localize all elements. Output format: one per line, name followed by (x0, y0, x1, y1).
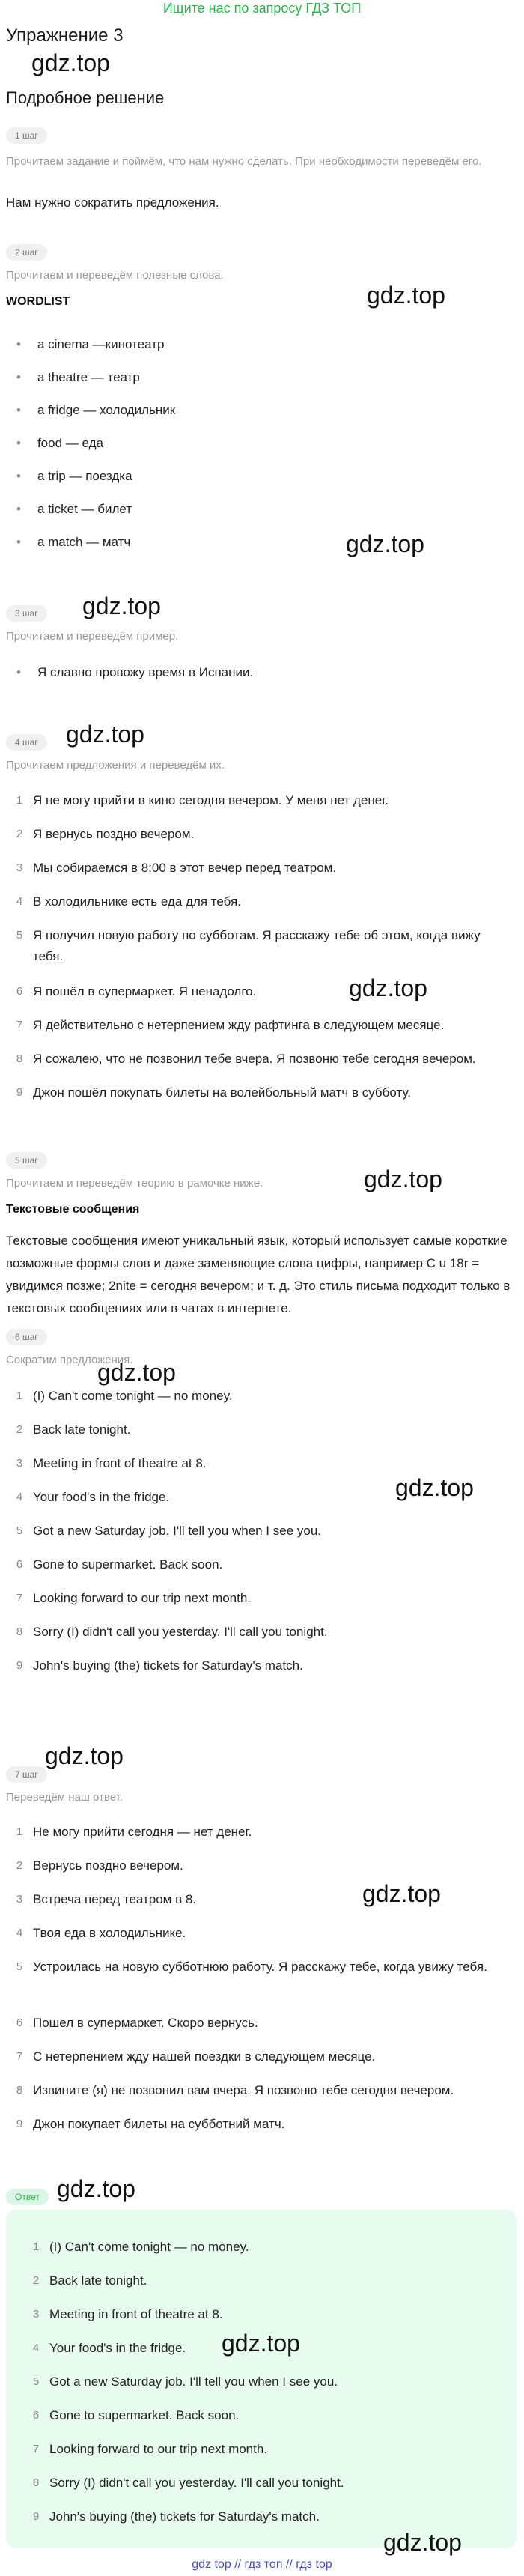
section-title: Подробное решение (6, 88, 165, 107)
watermark: gdz.top (364, 1166, 442, 1192)
wordlist-item: • a trip — поездка (16, 466, 132, 487)
watermark: gdz.top (367, 282, 445, 309)
watermark: gdz.top (82, 593, 161, 619)
step-hint: Прочитаем и переведём теорию в рамочке ниже. (6, 1177, 263, 1189)
wordlist-item: • a theatre — театр (16, 367, 140, 388)
watermark: gdz.top (66, 721, 144, 748)
watermark: gdz.top (45, 1742, 124, 1769)
list-item: 4 Твоя еда в холодильнике. (16, 1926, 186, 1940)
list-item: 9 Джон покупает билеты на субботний матч. (16, 2117, 285, 2131)
step-hint: Переведём наш ответ. (6, 1791, 123, 1804)
list-item: 3 Встреча перед театром в 8. (16, 1892, 197, 1906)
list-item: 5 Got a new Saturday job. I'll tell you when I see you. (16, 1524, 322, 1538)
list-item: 8 Sorry (I) didn't call you yesterday. I'll call you tonight. (16, 1625, 328, 1639)
step-badge: 2 шаг (6, 244, 47, 261)
watermark: gdz.top (395, 1474, 474, 1501)
wordlist-item: • a fridge — холодильник (16, 400, 175, 421)
list-item: 1 (I) Can't come tonight — no money. (16, 1389, 233, 1403)
list-item: 1 Не могу прийти сегодня — нет денег. (16, 1825, 252, 1839)
watermark: gdz.top (31, 49, 110, 76)
answer-item: 5 Got a new Saturday job. I'll tell you when I see you. (32, 2375, 338, 2389)
list-item: 6 Я пошёл в супермаркет. Я ненадолго. (16, 984, 257, 998)
list-item: 7 С нетерпением жду нашей поездки в следующем месяце. (16, 2049, 376, 2064)
step-badge: 1 шаг (6, 127, 47, 144)
answer-item: 8 Sorry (I) didn't call you yesterday. I'll call you tonight. (32, 2476, 344, 2490)
list-item: 8 Я сожалею, что не позвонил тебе вчера. Я позвоню тебе сегодня вечером. (16, 1052, 476, 1066)
list-item: 2 Я вернусь поздно вечером. (16, 827, 195, 841)
step-text: Нам нужно сократить предложения. (6, 196, 219, 210)
answer-item: 3 Meeting in front of theatre at 8. (32, 2307, 223, 2321)
step-hint: Прочитаем предложения и переведём их. (6, 759, 225, 772)
step-badge: 4 шаг (6, 734, 47, 751)
watermark: gdz.top (383, 2529, 462, 2556)
step-badge: 6 шаг (6, 1329, 47, 1345)
answer-item: 4 Your food's in the fridge. (32, 2341, 186, 2355)
list-item: 7 Я действительно с нетерпением жду рафтинга в следующем месяце. (16, 1018, 445, 1032)
answer-item: 1 (I) Can't come tonight — no money. (32, 2240, 249, 2254)
watermark: gdz.top (97, 1359, 176, 1386)
footer-links[interactable]: gdz top // гдз топ // гдз top (192, 2558, 332, 2571)
example-item: • Я славно провожу время в Испании. (16, 662, 253, 683)
step-hint: Прочитаем и переведём пример. (6, 630, 179, 643)
list-item: 5 Я получил новую работу по субботам. Я расскажу тебе об этом, когда вижу тебя. (16, 928, 481, 963)
step-badge: 3 шаг (6, 605, 47, 622)
list-item: 7 Looking forward to our trip next month. (16, 1591, 252, 1605)
watermark: gdz.top (346, 530, 424, 557)
answer-item: 7 Looking forward to our trip next month. (32, 2442, 268, 2456)
theory-text: Текстовые сообщения имеют уникальный язык, который использует самые короткие возможные формы слов и даже заменяющие слова цифры, например C u 18r = увидимся позже; 2nite = сегодня вечером; и т. д. Это стиль письма подходит только в текстовых сообщениях или в чатах в интернете. (6, 1234, 511, 1315)
wordlist-item: • food — еда (16, 433, 103, 454)
list-item: 3 Мы собираемся в 8:00 в этот вечер перед театром. (16, 861, 337, 875)
step-hint: Сократим предложения. (6, 1354, 133, 1366)
step-badge: 7 шаг (6, 1766, 47, 1783)
watermark: gdz.top (362, 1880, 441, 1907)
list-item: 3 Meeting in front of theatre at 8. (16, 1456, 207, 1470)
wordlist-item: • a match — матч (16, 532, 130, 553)
wordlist-item: • a ticket — билет (16, 499, 132, 520)
answer-item: 9 John's buying (the) tickets for Saturday's match. (32, 2509, 320, 2524)
step-hint: Прочитаем задание и поймём, что нам нужно сделать. При необходимости переведём его. (6, 155, 482, 168)
wordlist-heading: WORDLIST (6, 295, 70, 308)
list-item: 4 В холодильнике есть еда для тебя. (16, 894, 241, 909)
answer-item: 6 Gone to supermarket. Back soon. (32, 2408, 240, 2422)
answer-badge: Ответ (6, 2189, 49, 2205)
list-item: 2 Back late tonight. (16, 1422, 131, 1437)
page-title: Упражнение 3 (6, 25, 124, 46)
theory-heading: Текстовые сообщения (6, 1203, 140, 1216)
watermark: gdz.top (222, 2330, 300, 2357)
list-item: 2 Вернусь поздно вечером. (16, 1858, 183, 1873)
list-item: 8 Извините (я) не позвонил вам вчера. Я позвоню тебе сегодня вечером. (16, 2083, 454, 2097)
list-item: 9 John's buying (the) tickets for Saturday's match. (16, 1658, 303, 1673)
watermark: gdz.top (57, 2175, 135, 2202)
list-item: 1 Я не могу прийти в кино сегодня вечером. У меня нет денег. (16, 793, 389, 807)
step-hint: Прочитаем и переведём полезные слова. (6, 269, 224, 282)
answer-item: 2 Back late tonight. (32, 2273, 147, 2288)
step-badge: 5 шаг (6, 1152, 47, 1169)
list-item: 9 Джон пошёл покупать билеты на волейбольный матч в субботу. (16, 1085, 411, 1100)
wordlist-item: • a cinema —кинотеатр (16, 334, 164, 355)
search-banner[interactable]: Ищите нас по запросу ГДЗ ТОП (162, 1, 362, 16)
list-item: 5 Устроилась на новую субботнюю работу. Я расскажу тебе, когда увижу тебя. (16, 1960, 487, 1974)
watermark: gdz.top (349, 975, 427, 1001)
list-item: 6 Пошел в супермаркет. Скоро вернусь. (16, 2016, 258, 2030)
list-item: 4 Your food's in the fridge. (16, 1490, 170, 1504)
list-item: 6 Gone to supermarket. Back soon. (16, 1557, 223, 1572)
